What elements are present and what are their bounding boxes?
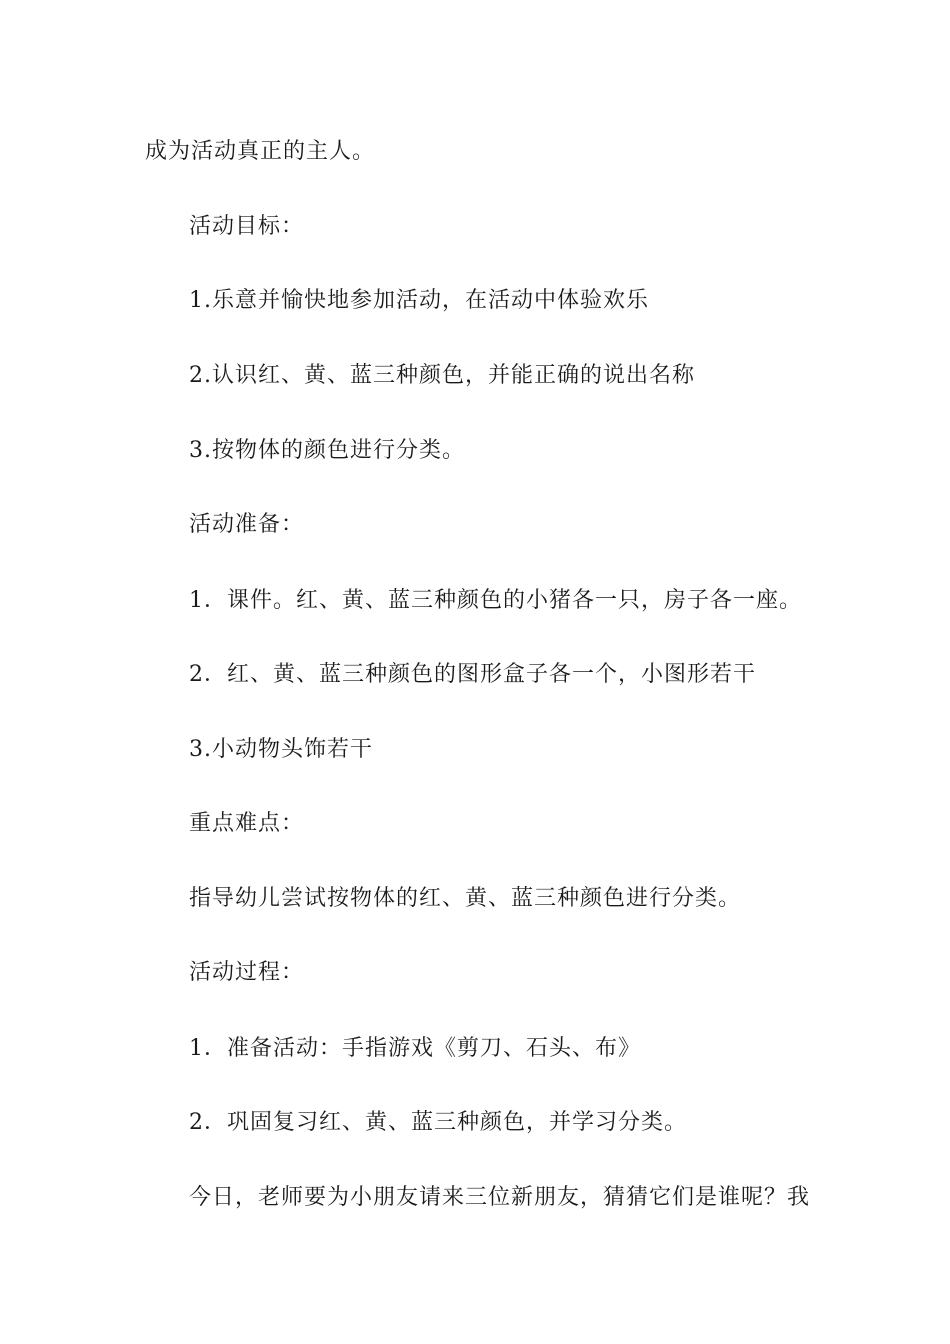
goal-item-3: 3.按物体的颜色进行分类。 [189,438,465,463]
heading-activity-goals: 活动目标： [189,214,305,239]
process-item-1: 1．准备活动：手指游戏《剪刀、石头、布》 [189,1036,641,1061]
preparation-item-1: 1．课件。红、黄、蓝三种颜色的小猪各一只，房子各一座。 [189,588,802,613]
heading-activity-preparation: 活动准备： [189,512,305,537]
goal-item-2: 2.认识红、黄、蓝三种颜色，并能正确的说出名称 [189,363,695,388]
process-item-2: 2．巩固复习红、黄、蓝三种颜色，并学习分类。 [189,1110,687,1135]
heading-key-difficulties: 重点难点： [189,811,305,836]
process-paragraph: 今日，老师要为小朋友请来三位新朋友，猜猜它们是谁呢？我 [189,1185,811,1210]
goal-item-1: 1.乐意并愉快地参加活动，在活动中体验欢乐 [189,288,649,313]
key-difficulties-text: 指导幼儿尝试按物体的红、黄、蓝三种颜色进行分类。 [189,886,742,911]
preparation-item-2: 2．红、黄、蓝三种颜色的图形盒子各一个，小图形若干 [189,662,756,687]
heading-activity-process: 活动过程： [189,960,305,985]
paragraph-continuation: 成为活动真正的主人。 [145,139,376,164]
preparation-item-3: 3.小动物头饰若干 [189,737,373,762]
